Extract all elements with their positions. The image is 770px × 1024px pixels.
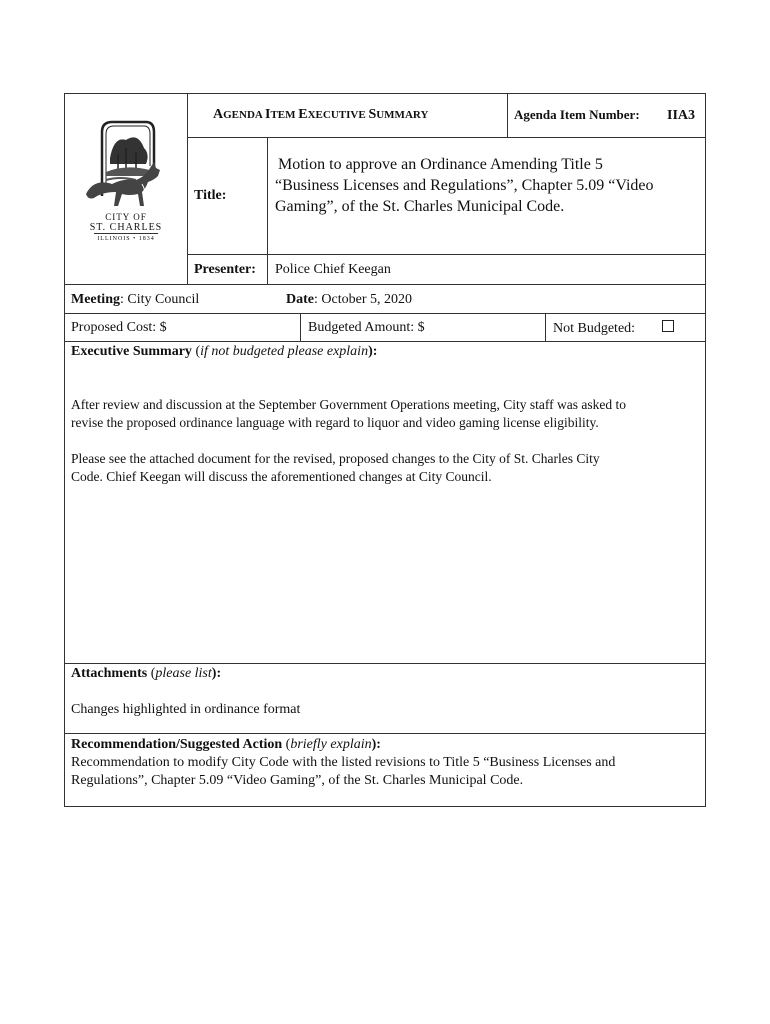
summary-hint: if not budgeted please explain [200,344,369,359]
recommendation-line2: Regulations”, Chapter 5.09 “Video Gaming”, of the St. Charles Municipal Code. [71,773,524,788]
attachments-value: Changes highlighted in ordinance format [71,702,301,717]
presenter-bottom-line [64,284,706,285]
cost-bottom-line [64,341,706,342]
attachments-hint: please list [155,666,212,681]
agenda-number-value: IIA3 [667,108,696,123]
cost-divider-2 [545,313,546,341]
title-cap: I [265,107,271,122]
attachments-heading-text: Attachments [71,666,148,681]
summary-hint-close: ): [368,344,378,359]
recommendation-top-line [64,733,706,734]
title-line-1: Motion to approve an Ordinance Amending Title 5 [278,156,603,173]
proposed-cost: Proposed Cost: $ [71,320,167,335]
summary-para1-line1: After review and discussion at the September Government Operations meeting, City staff was asked to [71,397,626,412]
presenter-top-line [187,254,706,255]
title-small: GENDA [223,109,265,121]
summary-heading [71,343,377,361]
presenter-value: Police Chief Keegan [275,262,391,277]
summary-para2-line1: Please see the attached document for the revised, proposed changes to the City of St. Charles City [71,451,600,466]
not-budgeted-checkbox[interactable] [662,320,674,332]
title-line-2: “Business Licenses and Regulations”, Chapter 5.09 “Video [275,177,654,194]
logo-city-of: CITY OF [105,212,147,222]
meeting-value: : City Council [119,292,200,307]
recommendation-line1: Recommendation to modify City Code with the listed revisions to Title 5 “Business Licenses and [71,755,616,770]
logo-column-divider [187,93,188,284]
meeting-label: Meeting [71,292,120,307]
presenter-label: Presenter: [194,262,256,277]
date-field [286,291,412,309]
summary-para1-line2: revise the proposed ordinance language with regard to liquor and video gaming license eligibility. [71,415,599,430]
title-label: Title: [194,188,227,203]
summary-hint-open: ( [191,344,201,359]
date-value: : October 5, 2020 [314,292,412,307]
title-cap: A [213,107,224,122]
recommendation-hint: briefly explain [290,737,372,752]
agenda-number-label: Agenda Item Number: [514,107,640,122]
city-logo [80,118,172,246]
cost-divider-1 [300,313,301,341]
summary-heading-text: Executive Summary [71,344,192,359]
not-budgeted-label: Not Budgeted: [553,321,636,336]
logo-illinois: ILLINOIS • 1834 [97,236,155,242]
date-label: Date [286,292,314,307]
meeting-field [71,291,199,309]
recommendation-heading-text: Recommendation/Suggested Action [71,737,283,752]
logo-underline [94,233,158,234]
title-label-divider [267,137,268,284]
fox-logo-icon [80,118,172,210]
header-divider [507,93,508,137]
attachments-heading [71,665,221,683]
attachments-hint-open: ( [147,666,156,681]
meeting-bottom-line [64,313,706,314]
page-title [213,106,428,124]
title-small: XECUTIVE [307,109,369,121]
title-cap: E [298,107,308,122]
attachments-hint-close: ): [211,666,222,681]
header-bottom-line [187,137,706,138]
recommendation-heading [71,736,381,754]
summary-para2-line2: Code. Chief Keegan will discuss the aforementioned changes at City Council. [71,469,492,484]
budgeted-amount: Budgeted Amount: $ [308,320,425,335]
recommendation-hint-close: ): [371,737,381,752]
title-small: UMMARY [376,109,429,121]
attachments-top-line [64,663,706,664]
title-small: TEM [270,109,299,121]
title-line-3: Gaming”, of the St. Charles Municipal Code. [275,198,565,215]
title-cap: S [368,107,377,122]
logo-st-charles: ST. CHARLES [89,222,163,233]
recommendation-hint-open: ( [282,737,291,752]
